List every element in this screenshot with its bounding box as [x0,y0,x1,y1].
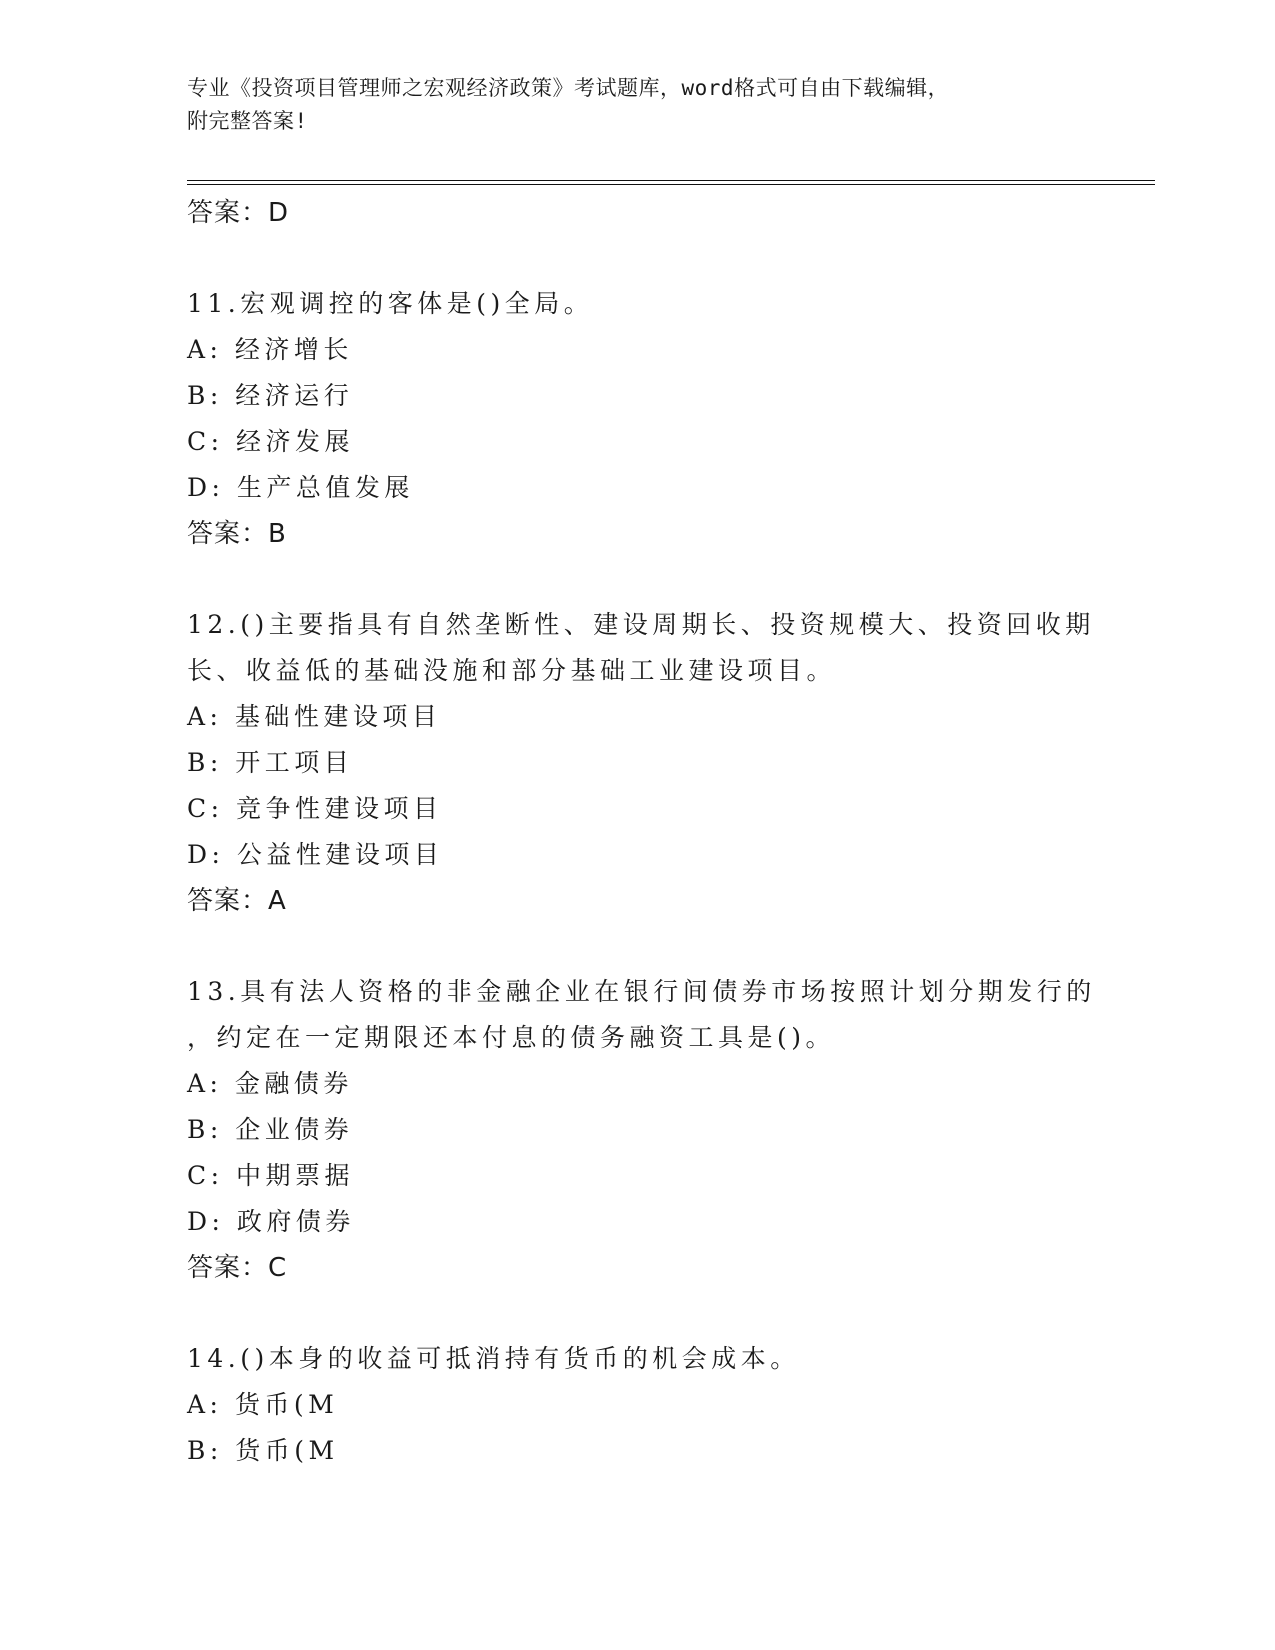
question-11 [187,281,1087,557]
answer-line: 答案：C [187,1253,288,1283]
header-rule-top [187,180,1155,181]
option-c: C: 经济发展 [187,427,354,456]
header-line-1: 专业《投资项目管理师之宏观经济政策》考试题库，word格式可自由下载编辑， [187,76,950,100]
question-stem-continued: ，约定在一定期限还本付息的债务融资工具是()。 [187,1023,836,1052]
answer-line: 答案：A [187,886,287,916]
question-stem-continued: 长、收益低的基础没施和部分基础工业建设项目。 [187,656,837,685]
option-b: B: 经济运行 [187,381,354,410]
option-a: A: 金融债券 [187,1069,353,1098]
option-a: A: 经济增长 [187,335,353,364]
question-14 [187,1336,1087,1474]
option-a: A: 货币(M [187,1390,339,1419]
question-stem: 12.()主要指具有自然垄断性、建设周期长、投资规模大、投资回收期 [187,610,1095,639]
document-header [187,72,1067,138]
header-rule-bottom [187,184,1155,185]
question-list [187,190,1096,1474]
question-stem: 14.()本身的收益可抵消持有货币的机会成本。 [187,1344,800,1373]
option-b: B: 开工项目 [187,748,354,777]
question-13 [187,969,1096,1291]
option-c: C: 中期票据 [187,1161,354,1190]
question-12 [187,602,1095,924]
answer-line: 答案：B [187,519,287,549]
option-a: A: 基础性建设项目 [187,702,442,731]
option-b: B: 货币(M [187,1436,339,1465]
option-c: C: 竞争性建设项目 [187,794,443,823]
option-d: D: 政府债券 [187,1207,355,1236]
option-d: D: 公益性建设项目 [187,840,444,869]
question-stem: 11.宏观调控的客体是()全局。 [187,289,594,318]
option-b: B: 企业债券 [187,1115,354,1144]
header-line-2: 附完整答案! [187,109,308,133]
question-stem: 13.具有法人资格的非金融企业在银行间债券市场按照计划分期发行的 [187,977,1096,1006]
answer-line: 答案：D [187,198,290,228]
option-d: D: 生产总值发展 [187,473,414,502]
